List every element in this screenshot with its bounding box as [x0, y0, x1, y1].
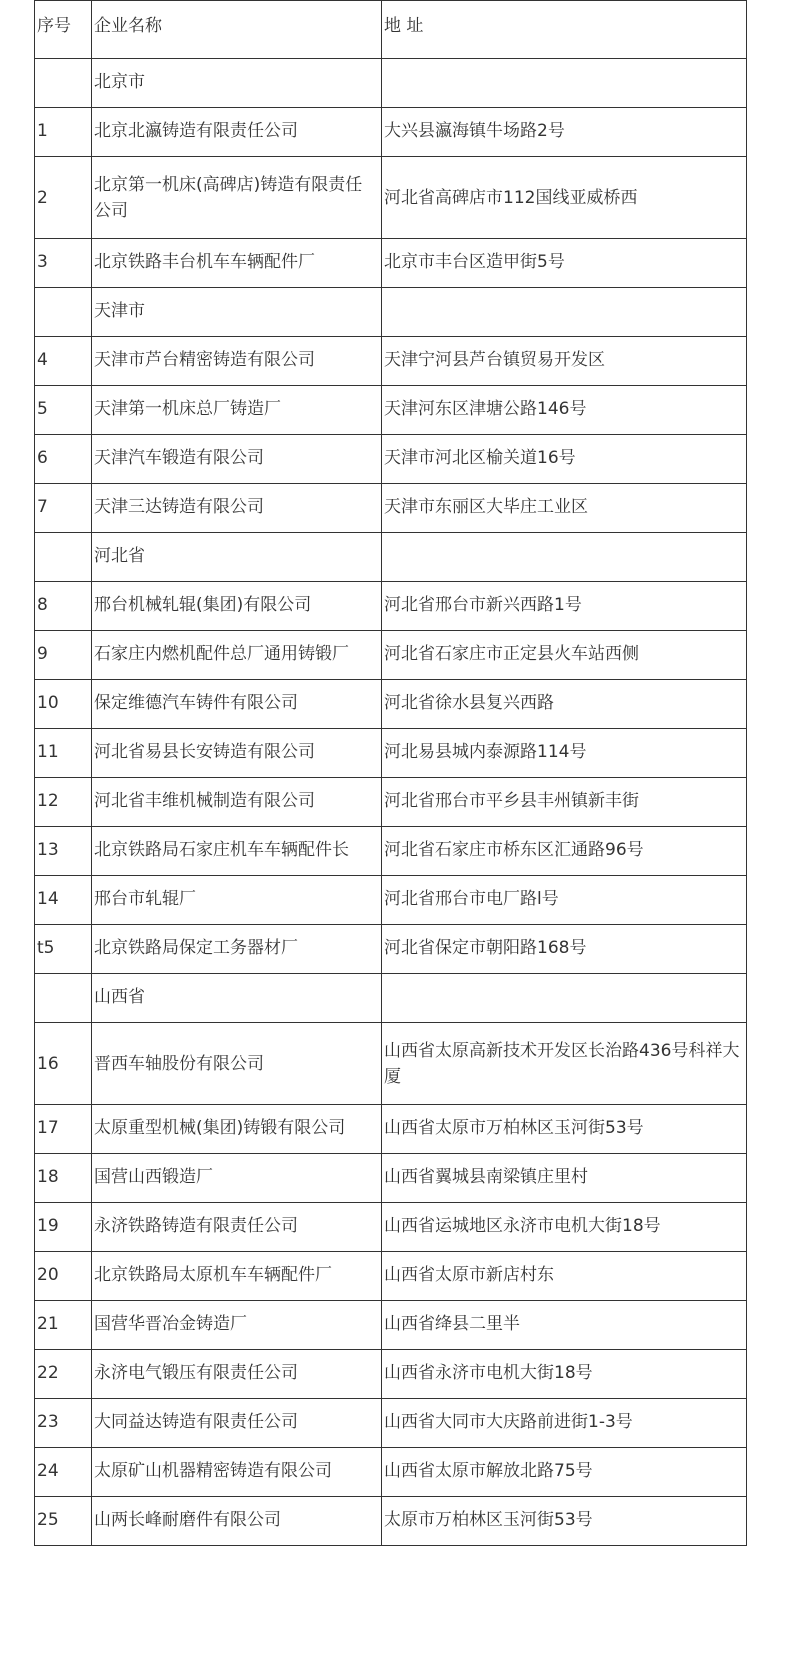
table-row	[35, 1154, 747, 1203]
cell-num: 6	[35, 435, 92, 484]
cell-num: 24	[35, 1448, 92, 1497]
table-row	[35, 1448, 747, 1497]
cell-address: 河北省石家庄市正定县火车站西侧	[382, 631, 747, 680]
cell-num: 25	[35, 1497, 92, 1546]
cell-num: 23	[35, 1399, 92, 1448]
cell-address	[382, 974, 747, 1023]
cell-address: 河北省高碑店市112国线亚威桥西	[382, 157, 747, 239]
cell-num: 2	[35, 157, 92, 239]
cell-address: 天津市东丽区大毕庄工业区	[382, 484, 747, 533]
cell-address	[382, 288, 747, 337]
region-row	[35, 59, 747, 108]
cell-address: 太原市万柏林区玉河街53号	[382, 1497, 747, 1546]
table-row	[35, 386, 747, 435]
cell-enterprise-name: 天津市芦台精密铸造有限公司	[92, 337, 382, 386]
table-row	[35, 876, 747, 925]
table-row	[35, 484, 747, 533]
cell-enterprise-name: 永济铁路铸造有限责任公司	[92, 1203, 382, 1252]
cell-num: 9	[35, 631, 92, 680]
cell-address: 河北省邢台市平乡县丰州镇新丰街	[382, 778, 747, 827]
table-row	[35, 157, 747, 239]
cell-enterprise-name: 太原重型机械(集团)铸锻有限公司	[92, 1105, 382, 1154]
cell-address: 河北易县城内泰源路114号	[382, 729, 747, 778]
cell-address: 山西省太原市解放北路75号	[382, 1448, 747, 1497]
table-header-row	[35, 1, 747, 59]
cell-num: 7	[35, 484, 92, 533]
cell-address: 山西省运城地区永济市电机大街18号	[382, 1203, 747, 1252]
cell-enterprise-name: 天津第一机床总厂铸造厂	[92, 386, 382, 435]
table-row	[35, 631, 747, 680]
header-name: 企业名称	[92, 1, 382, 59]
cell-address: 山西省大同市大庆路前进街1-3号	[382, 1399, 747, 1448]
cell-enterprise-name: 天津汽车锻造有限公司	[92, 435, 382, 484]
cell-num: 12	[35, 778, 92, 827]
table-row	[35, 1252, 747, 1301]
header-num: 序号	[35, 1, 92, 59]
cell-num	[35, 533, 92, 582]
cell-num: 13	[35, 827, 92, 876]
table-row	[35, 680, 747, 729]
cell-enterprise-name: 石家庄内燃机配件总厂通用铸锻厂	[92, 631, 382, 680]
cell-enterprise-name: 北京铁路局保定工务器材厂	[92, 925, 382, 974]
cell-num: 17	[35, 1105, 92, 1154]
cell-enterprise-name: 永济电气锻压有限责任公司	[92, 1350, 382, 1399]
cell-enterprise-name: 北京铁路局石家庄机车车辆配件长	[92, 827, 382, 876]
cell-enterprise-name: 天津市	[92, 288, 382, 337]
table-row	[35, 582, 747, 631]
cell-enterprise-name: 国营山西锻造厂	[92, 1154, 382, 1203]
cell-address: 河北省徐水县复兴西路	[382, 680, 747, 729]
enterprise-table-container	[34, 0, 746, 1546]
cell-num: 14	[35, 876, 92, 925]
cell-enterprise-name: 北京北瀛铸造有限责任公司	[92, 108, 382, 157]
cell-address	[382, 59, 747, 108]
cell-num: 22	[35, 1350, 92, 1399]
region-row	[35, 533, 747, 582]
cell-enterprise-name: 国营华晋冶金铸造厂	[92, 1301, 382, 1350]
cell-address: 河北省保定市朝阳路168号	[382, 925, 747, 974]
cell-address: 大兴县瀛海镇牛场路2号	[382, 108, 747, 157]
table-row	[35, 1399, 747, 1448]
cell-enterprise-name: 保定维德汽车铸件有限公司	[92, 680, 382, 729]
cell-enterprise-name: 天津三达铸造有限公司	[92, 484, 382, 533]
cell-address: 天津市河北区榆关道16号	[382, 435, 747, 484]
table-row	[35, 239, 747, 288]
cell-address: 河北省石家庄市桥东区汇通路96号	[382, 827, 747, 876]
cell-num	[35, 288, 92, 337]
cell-num: 8	[35, 582, 92, 631]
cell-enterprise-name: 太原矿山机器精密铸造有限公司	[92, 1448, 382, 1497]
table-row	[35, 1105, 747, 1154]
cell-num: t5	[35, 925, 92, 974]
table-row	[35, 778, 747, 827]
cell-address: 天津宁河县芦台镇贸易开发区	[382, 337, 747, 386]
cell-num: 3	[35, 239, 92, 288]
table-row	[35, 337, 747, 386]
table-row	[35, 1301, 747, 1350]
cell-num: 11	[35, 729, 92, 778]
table-row	[35, 1023, 747, 1105]
region-row	[35, 974, 747, 1023]
cell-num: 16	[35, 1023, 92, 1105]
cell-address: 山西省太原高新技术开发区长治路436号科祥大厦	[382, 1023, 747, 1105]
cell-address: 山西省太原市新店村东	[382, 1252, 747, 1301]
cell-address: 天津河东区津塘公路146号	[382, 386, 747, 435]
table-row	[35, 1203, 747, 1252]
cell-address: 山西省翼城县南梁镇庄里村	[382, 1154, 747, 1203]
enterprise-table	[34, 0, 747, 1546]
table-row	[35, 1350, 747, 1399]
cell-num	[35, 59, 92, 108]
cell-address: 河北省邢台市新兴西路1号	[382, 582, 747, 631]
cell-address: 河北省邢台市电厂路l号	[382, 876, 747, 925]
table-row	[35, 1497, 747, 1546]
cell-address: 山西省太原市万柏林区玉河街53号	[382, 1105, 747, 1154]
cell-enterprise-name: 山两长峰耐磨件有限公司	[92, 1497, 382, 1546]
cell-num: 18	[35, 1154, 92, 1203]
cell-num: 21	[35, 1301, 92, 1350]
cell-num: 19	[35, 1203, 92, 1252]
cell-enterprise-name: 河北省丰维机械制造有限公司	[92, 778, 382, 827]
cell-address	[382, 533, 747, 582]
cell-enterprise-name: 山西省	[92, 974, 382, 1023]
cell-address: 山西省绛县二里半	[382, 1301, 747, 1350]
cell-num: 4	[35, 337, 92, 386]
cell-enterprise-name: 邢台市轧辊厂	[92, 876, 382, 925]
table-row	[35, 108, 747, 157]
header-address: 地 址	[382, 1, 747, 59]
table-row	[35, 435, 747, 484]
cell-enterprise-name: 邢台机械轧辊(集团)有限公司	[92, 582, 382, 631]
cell-num: 20	[35, 1252, 92, 1301]
cell-enterprise-name: 北京市	[92, 59, 382, 108]
table-row	[35, 729, 747, 778]
cell-enterprise-name: 河北省易县长安铸造有限公司	[92, 729, 382, 778]
cell-address: 北京市丰台区造甲街5号	[382, 239, 747, 288]
cell-num: 5	[35, 386, 92, 435]
cell-enterprise-name: 河北省	[92, 533, 382, 582]
cell-enterprise-name: 北京第一机床(高碑店)铸造有限责任公司	[92, 157, 382, 239]
cell-enterprise-name: 大同益达铸造有限责任公司	[92, 1399, 382, 1448]
region-row	[35, 288, 747, 337]
cell-num: 1	[35, 108, 92, 157]
cell-address: 山西省永济市电机大街18号	[382, 1350, 747, 1399]
table-row	[35, 827, 747, 876]
cell-enterprise-name: 晋西车轴股份有限公司	[92, 1023, 382, 1105]
table-row	[35, 925, 747, 974]
cell-enterprise-name: 北京铁路局太原机车车辆配件厂	[92, 1252, 382, 1301]
cell-num	[35, 974, 92, 1023]
cell-num: 10	[35, 680, 92, 729]
cell-enterprise-name: 北京铁路丰台机车车辆配件厂	[92, 239, 382, 288]
